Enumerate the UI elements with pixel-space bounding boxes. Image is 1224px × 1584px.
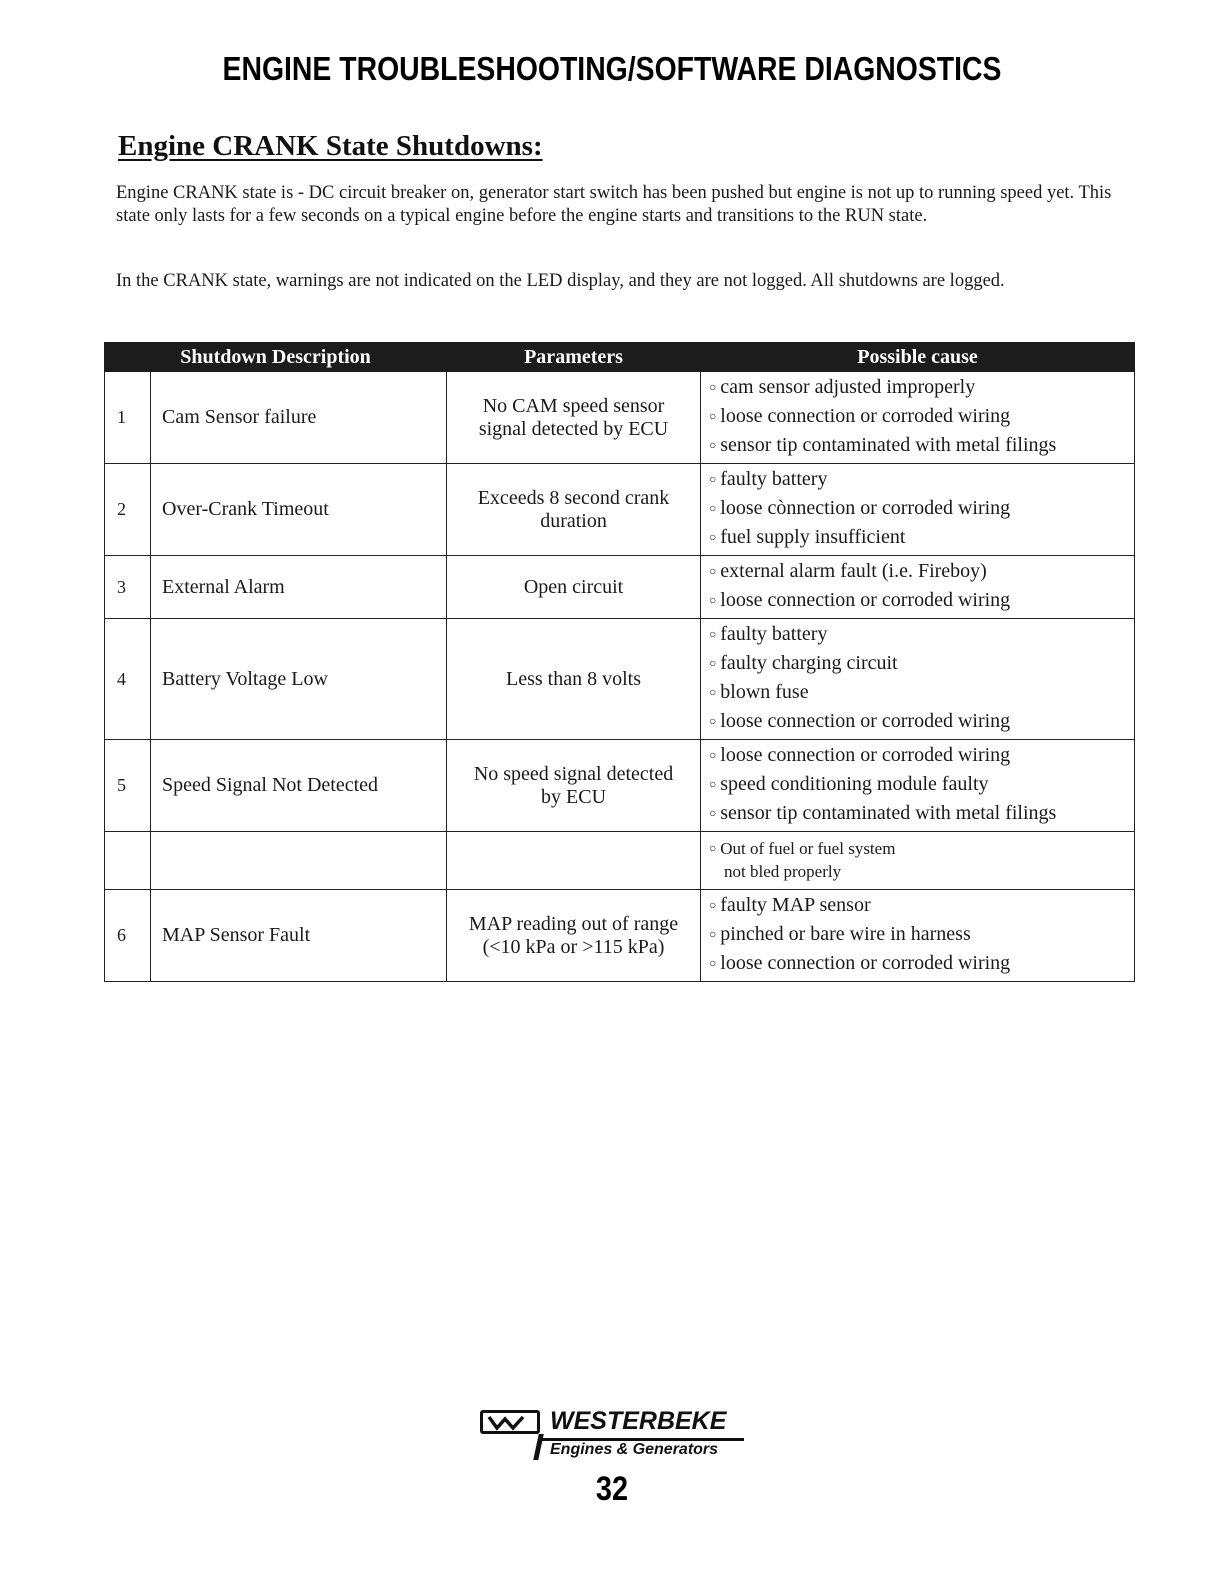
parameters-cell-empty: [447, 832, 701, 890]
parameter-line: Exceeds 8 second crank: [477, 486, 670, 509]
shutdown-description: Battery Voltage Low: [151, 619, 447, 740]
shutdown-description: Speed Signal Not Detected: [151, 740, 447, 832]
causes-cell: [701, 372, 1135, 464]
bullet-icon: ○: [709, 714, 717, 728]
shutdown-table-container: [104, 342, 1134, 982]
cause-item: [709, 432, 1134, 461]
bullet-icon: ○: [709, 564, 717, 578]
bullet-icon: ○: [709, 627, 717, 641]
parameter-line: MAP reading out of range: [468, 912, 679, 935]
row-number: 4: [105, 619, 151, 740]
parameters-cell: [447, 890, 701, 982]
brand-tagline: Engines & Generators: [550, 1441, 719, 1458]
bullet-icon: ○: [709, 501, 717, 515]
bullet-icon: ○: [709, 898, 717, 912]
parameter-line: No speed signal detected: [473, 762, 674, 785]
bullet-icon: ○: [709, 841, 717, 855]
parameter-line: by ECU: [541, 785, 607, 808]
table-row: [105, 556, 1135, 619]
cause-text: external alarm fault (i.e. Fireboy): [720, 560, 987, 582]
cause-text: Out of fuel or fuel system: [720, 839, 896, 858]
w-mark-icon: [483, 1413, 537, 1431]
cause-item: [709, 587, 1134, 616]
bullet-icon: ○: [709, 472, 717, 486]
page-title: ENGINE TROUBLESHOOTING/SOFTWARE DIAGNOSTICS: [222, 50, 1002, 87]
row-number: 3: [105, 556, 151, 619]
shutdown-description: Cam Sensor failure: [151, 372, 447, 464]
table-row: [105, 832, 1135, 890]
intro-paragraph: Engine CRANK state is - DC circuit breaker on, generator start switch has been pushed but engine is not up to running speed yet. This state only lasts for a few seconds on a typical engine before the engine starts and transitions to the RUN state.: [116, 183, 1112, 226]
cause-text: speed conditioning module faulty: [720, 773, 989, 795]
cause-note-line: not bled properly: [724, 862, 842, 881]
cause-item: [709, 403, 1134, 432]
cause-text: cam sensor adjusted improperly: [720, 376, 976, 398]
parameters-cell: [447, 464, 701, 556]
cause-item: [709, 621, 1134, 650]
parameter-line: Less than 8 volts: [506, 667, 642, 690]
bullet-icon: ○: [709, 956, 717, 970]
table-header-row: [105, 343, 1135, 372]
shutdown-description: Over-Crank Timeout: [151, 464, 447, 556]
parameter-line: signal detected by ECU: [478, 417, 669, 440]
parameter-line: No CAM speed sensor: [482, 394, 665, 417]
cause-item: [709, 524, 1134, 553]
westerbeke-logo: [480, 1407, 744, 1466]
brand-name: WESTERBEKE: [550, 1407, 727, 1435]
cause-item: [709, 892, 1134, 921]
bullet-icon: ○: [709, 530, 717, 544]
cause-item: [709, 650, 1134, 679]
parameters-cell: [447, 372, 701, 464]
bullet-icon: ○: [709, 656, 717, 670]
cause-text: loose cònnection or corroded wiring: [720, 497, 1011, 519]
bullet-icon: ○: [709, 685, 717, 699]
shutdown-description: MAP Sensor Fault: [151, 890, 447, 982]
header-shutdown-description: Shutdown Description: [105, 343, 447, 372]
cause-text: sensor tip contaminated with metal filings: [720, 802, 1057, 824]
page-number: 32: [595, 1470, 629, 1508]
row-number: 2: [105, 464, 151, 556]
header-parameters: Parameters: [447, 343, 701, 372]
cause-text: blown fuse: [720, 681, 809, 703]
cause-text: fuel supply insufficient: [720, 526, 906, 548]
header-possible-cause: Possible cause: [701, 343, 1135, 372]
row-number: 5: [105, 740, 151, 832]
cause-text: faulty battery: [720, 623, 828, 645]
cause-text: faulty MAP sensor: [720, 894, 871, 916]
cause-item: [709, 742, 1134, 771]
row-number: 1: [105, 372, 151, 464]
causes-cell: [701, 890, 1135, 982]
bullet-icon: ○: [709, 409, 717, 423]
cause-text: faulty charging circuit: [720, 652, 898, 674]
cause-text: loose connection or corroded wiring: [720, 710, 1011, 732]
cause-text: loose connection or corroded wiring: [720, 405, 1011, 427]
cause-text: loose connection or corroded wiring: [720, 589, 1011, 611]
cause-item: [709, 708, 1134, 737]
bullet-icon: ○: [709, 927, 717, 941]
bullet-icon: ○: [709, 438, 717, 452]
section-heading: Engine CRANK State Shutdowns:: [118, 130, 543, 162]
causes-cell: [701, 832, 1135, 890]
parameters-cell: [447, 740, 701, 832]
bullet-icon: ○: [709, 748, 717, 762]
causes-cell: [701, 740, 1135, 832]
parameter-line: (<10 kPa or >115 kPa): [482, 935, 665, 958]
cause-item: [709, 495, 1134, 524]
logging-paragraph: In the CRANK state, warnings are not indicated on the LED display, and they are not logged. All shutdowns are logged.: [116, 271, 1005, 291]
shutdown-table: [104, 342, 1135, 982]
cause-item: [709, 466, 1134, 495]
bullet-icon: ○: [709, 777, 717, 791]
cause-text: loose connection or corroded wiring: [720, 952, 1011, 974]
table-row: [105, 740, 1135, 832]
table-row: [105, 372, 1135, 464]
shutdown-description: External Alarm: [151, 556, 447, 619]
cause-item: [709, 558, 1134, 587]
causes-cell: [701, 556, 1135, 619]
causes-cell: [701, 464, 1135, 556]
row-number-empty: [105, 832, 151, 890]
cause-item: [709, 771, 1134, 800]
causes-cell: [701, 619, 1135, 740]
cause-item: [709, 921, 1134, 950]
shutdown-description-empty: [151, 832, 447, 890]
parameters-cell: [447, 619, 701, 740]
cause-item: [709, 950, 1134, 979]
cause-text: loose connection or corroded wiring: [720, 744, 1011, 766]
cause-note: [709, 834, 1134, 887]
cause-item: [709, 800, 1134, 829]
cause-item: [709, 374, 1134, 403]
table-row: [105, 890, 1135, 982]
table-row: [105, 619, 1135, 740]
row-number: 6: [105, 890, 151, 982]
parameter-line: duration: [540, 509, 607, 532]
bullet-icon: ○: [709, 806, 717, 820]
bullet-icon: ○: [709, 593, 717, 607]
table-row: [105, 464, 1135, 556]
parameters-cell: [447, 556, 701, 619]
cause-note-line: [709, 838, 1134, 861]
w-logo-icon: [480, 1410, 540, 1434]
bullet-icon: ○: [709, 380, 717, 394]
cause-text: faulty battery: [720, 468, 828, 490]
cause-item: [709, 679, 1134, 708]
cause-text: pinched or bare wire in harness: [720, 923, 971, 945]
parameter-line: Open circuit: [523, 575, 624, 598]
cause-text: sensor tip contaminated with metal filings: [720, 434, 1057, 456]
